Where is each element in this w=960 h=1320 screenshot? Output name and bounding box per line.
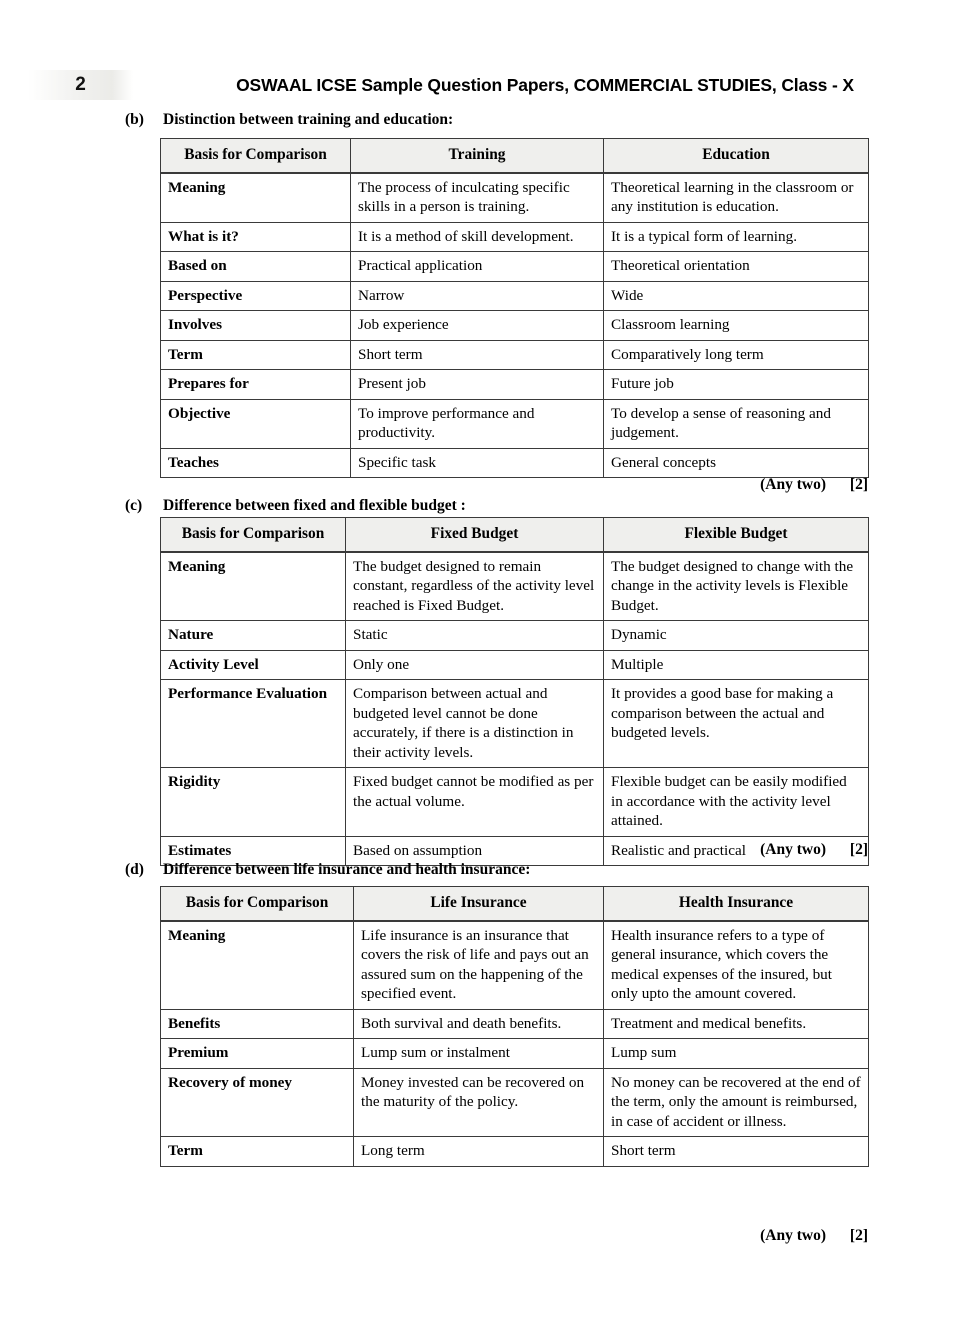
row-value-2: Short term <box>351 340 604 370</box>
row-basis: Based on <box>161 252 351 282</box>
row-basis: Benefits <box>161 1009 354 1039</box>
row-value-2: Job experience <box>351 311 604 341</box>
table-training-vs-education <box>160 138 869 478</box>
marks-value-b: [2] <box>849 476 868 493</box>
section-c-heading <box>0 496 960 518</box>
column-header-2: Life Insurance <box>354 887 604 921</box>
table-row <box>161 222 869 252</box>
page-title-part-1: OSWAAL ICSE Sample Question Papers, <box>236 75 574 95</box>
table-header-row <box>161 139 869 173</box>
row-basis: Meaning <box>161 921 354 1010</box>
page-title-subject: COMMERCIAL STUDIES <box>573 75 772 95</box>
column-header-3: Education <box>604 139 869 173</box>
row-basis: Involves <box>161 311 351 341</box>
row-basis: Performance Evaluation <box>161 680 346 768</box>
section-d-label: (d) <box>125 861 144 878</box>
table-row <box>161 680 869 768</box>
section-b-label: (b) <box>125 111 144 128</box>
row-value-2: Practical application <box>351 252 604 282</box>
page-header <box>0 70 960 108</box>
row-value-3: Theoretical learning in the classroom or any institution is education. <box>604 173 869 223</box>
row-value-3: Flexible budget can be easily modified in accordance with the activity level attained. <box>604 768 869 837</box>
row-value-2: Narrow <box>351 281 604 311</box>
row-basis: Meaning <box>161 552 346 621</box>
row-value-3: The budget designed to change with the change in the activity levels is Flexible Budget. <box>604 552 869 621</box>
row-value-2: The process of inculcating specific skills in a person is training. <box>351 173 604 223</box>
marks-note-d: (Any two) <box>760 1227 826 1244</box>
column-header-2: Training <box>351 139 604 173</box>
row-basis: Prepares for <box>161 370 351 400</box>
row-basis: Teaches <box>161 448 351 478</box>
section-c-label: (c) <box>125 497 143 514</box>
row-value-3: Lump sum <box>604 1039 869 1069</box>
row-value-2: Based on assumption <box>346 836 604 866</box>
table-life-vs-health-insurance <box>160 886 869 1167</box>
row-value-2: Comparison between actual and budgeted level cannot be done accurately, if there is a distinction in their activity levels. <box>346 680 604 768</box>
table-row <box>161 621 869 651</box>
row-value-3: It provides a good base for making a comparison between the actual and budgeted levels. <box>604 680 869 768</box>
row-value-2: Static <box>346 621 604 651</box>
row-value-2: To improve performance and productivity. <box>351 399 604 448</box>
row-value-2: The budget designed to remain constant, regardless of the activity level reached is Fixed Budget. <box>346 552 604 621</box>
row-basis: Activity Level <box>161 650 346 680</box>
row-basis: Recovery of money <box>161 1068 354 1137</box>
section-d <box>0 860 960 882</box>
row-value-2: Life insurance is an insurance that covers the risk of life and pays out an assured sum on the happening of the specified event. <box>354 921 604 1010</box>
table-row <box>161 1009 869 1039</box>
section-b <box>0 110 960 132</box>
row-basis: Premium <box>161 1039 354 1069</box>
section-c-heading-text: Difference between fixed and flexible budget : <box>163 497 466 514</box>
section-b-heading <box>0 110 960 132</box>
table-row <box>161 1137 869 1167</box>
row-basis: What is it? <box>161 222 351 252</box>
table-row <box>161 1039 869 1069</box>
row-value-3: To develop a sense of reasoning and judgement. <box>604 399 869 448</box>
marks-value-c: [2] <box>849 841 868 858</box>
row-value-3: Treatment and medical benefits. <box>604 1009 869 1039</box>
page-number: 2 <box>75 74 86 95</box>
section-c <box>0 496 960 518</box>
page-title <box>150 70 940 100</box>
marks-line-c <box>0 840 960 862</box>
row-value-2: Specific task <box>351 448 604 478</box>
marks-note-b: (Any two) <box>760 476 826 493</box>
table-row <box>161 399 869 448</box>
column-header-basis: Basis for Comparison <box>161 887 354 921</box>
row-value-2: Long term <box>354 1137 604 1167</box>
row-value-2: Money invested can be recovered on the maturity of the policy. <box>354 1068 604 1137</box>
table-fixed-vs-flexible-budget <box>160 517 869 866</box>
row-value-3: Dynamic <box>604 621 869 651</box>
row-basis: Rigidity <box>161 768 346 837</box>
section-d-heading-text: Difference between life insurance and health insurance: <box>163 861 531 878</box>
row-value-3: Wide <box>604 281 869 311</box>
row-basis: Perspective <box>161 281 351 311</box>
row-value-2: Present job <box>351 370 604 400</box>
marks-note-c: (Any two) <box>760 841 826 858</box>
row-value-3: Future job <box>604 370 869 400</box>
column-header-3: Flexible Budget <box>604 518 869 552</box>
row-basis: Term <box>161 1137 354 1167</box>
row-value-3: Theoretical orientation <box>604 252 869 282</box>
table-row <box>161 173 869 223</box>
table-row <box>161 552 869 621</box>
row-value-2: Lump sum or instalment <box>354 1039 604 1069</box>
column-header-basis: Basis for Comparison <box>161 139 351 173</box>
marks-line-d <box>0 1226 960 1248</box>
table-row <box>161 768 869 837</box>
table-row <box>161 448 869 478</box>
row-value-3: Short term <box>604 1137 869 1167</box>
table-row <box>161 311 869 341</box>
row-value-2: Both survival and death benefits. <box>354 1009 604 1039</box>
row-value-2: Fixed budget cannot be modified as per the actual volume. <box>346 768 604 837</box>
section-b-heading-text: Distinction between training and education: <box>163 111 454 128</box>
page-title-part-2: , Class - X <box>771 75 854 95</box>
row-basis: Estimates <box>161 836 346 866</box>
row-value-3: Health insurance refers to a type of general insurance, which covers the medical expenses of the insured, but only upto the amount covered. <box>604 921 869 1010</box>
row-basis: Objective <box>161 399 351 448</box>
table-row <box>161 1068 869 1137</box>
table-row <box>161 340 869 370</box>
table-header-row <box>161 518 869 552</box>
row-basis: Meaning <box>161 173 351 223</box>
row-value-3: Multiple <box>604 650 869 680</box>
row-value-3: No money can be recovered at the end of the term, only the amount is reimbursed, in case of accident or illness. <box>604 1068 869 1137</box>
row-value-2: It is a method of skill development. <box>351 222 604 252</box>
row-value-3: Realistic and practical <box>604 836 869 866</box>
marks-line-b <box>0 475 960 497</box>
row-value-3: General concepts <box>604 448 869 478</box>
row-basis: Term <box>161 340 351 370</box>
row-value-2: Only one <box>346 650 604 680</box>
row-value-3: Classroom learning <box>604 311 869 341</box>
column-header-basis: Basis for Comparison <box>161 518 346 552</box>
row-basis: Nature <box>161 621 346 651</box>
section-d-heading <box>0 860 960 882</box>
table-row <box>161 252 869 282</box>
table-row <box>161 650 869 680</box>
row-value-3: Comparatively long term <box>604 340 869 370</box>
table-header-row <box>161 887 869 921</box>
row-value-3: It is a typical form of learning. <box>604 222 869 252</box>
column-header-3: Health Insurance <box>604 887 869 921</box>
table-row <box>161 281 869 311</box>
table-row <box>161 370 869 400</box>
marks-value-d: [2] <box>849 1227 868 1244</box>
column-header-2: Fixed Budget <box>346 518 604 552</box>
table-row <box>161 921 869 1010</box>
